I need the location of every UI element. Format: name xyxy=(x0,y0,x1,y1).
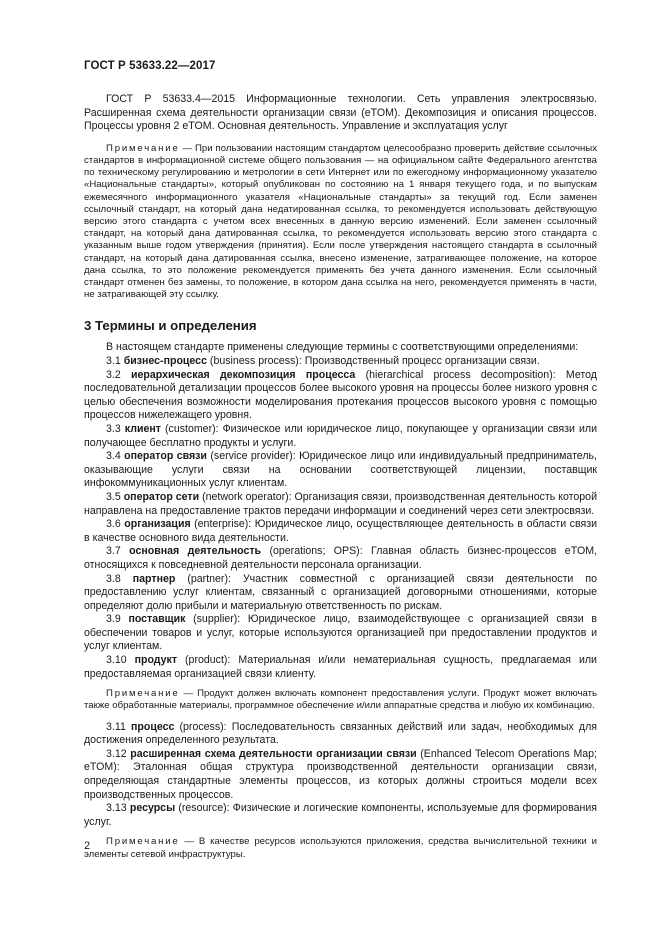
term-name: расширенная схема деятельности организации связи xyxy=(130,747,417,760)
term-name: продукт xyxy=(134,654,178,667)
term-text: (supplier): Юридическое лицо, взаимодействующее с организацией связи в обеспечении товаров и услуг, которые используются организацией при предоставлении продуктов и услуг клиентам. xyxy=(84,613,597,653)
term-number: 3.11 xyxy=(106,720,126,733)
term-number: 3.2 xyxy=(106,368,121,381)
term-number: 3.9 xyxy=(106,613,121,626)
note-label: Примечание xyxy=(106,142,180,154)
page-content xyxy=(84,93,597,861)
term-number: 3.6 xyxy=(106,518,121,531)
section-intro: В настоящем стандарте применены следующие термины с соответствующими определениями: xyxy=(106,341,579,354)
term-definition xyxy=(84,654,597,681)
term-text: (enterprise): Юридическое лицо, осуществляющее деятельность в области связи в качестве основного вида деятельности. xyxy=(84,518,598,544)
term-definition xyxy=(84,423,597,450)
note-label: Примечание xyxy=(106,836,180,848)
term-number: 3.4 xyxy=(106,450,121,463)
term-text: (customer): Физическое или юридическое лицо, покупающее у организации связи или получающее бесплатно продукты и услуги. xyxy=(84,422,597,449)
term-name: основная деятельность xyxy=(129,545,262,558)
term-definition xyxy=(84,450,597,491)
term-name: оператор сети xyxy=(123,490,200,503)
term-text: (process): Последовательность связанных действий или задач, необходимых для достижения определенного результата. xyxy=(84,720,597,747)
note-text: — Продукт должен включать компонент предоставления услуги. Продукт может включать также обработанные материалы, программное обеспечение и/или аппаратные средства и любую их комбинацию. xyxy=(84,688,597,712)
term-text: (service provider): Юридическое лицо или индивидуальный предприниматель, оказывающие услуги связи на основании соответствующей лицензии, поставщик инфокоммуникационных услуг клиентам. xyxy=(84,450,597,490)
term-definition xyxy=(84,613,597,654)
term-name: клиент xyxy=(124,422,161,435)
section-title: 3 Термины и определения xyxy=(84,318,257,334)
term-number: 3.1 xyxy=(106,355,121,368)
term-definition xyxy=(84,721,597,748)
note-text: — В качестве ресурсов используются приложения, средства вычислительной техники и элементы сетевой инфраструктуры. xyxy=(84,836,597,860)
term-name: партнер xyxy=(132,572,176,585)
term-definition xyxy=(84,355,597,369)
term-definition xyxy=(84,518,597,545)
term-text: (product): Материальная и/или нематериальная сущность, предлагаемая или предоставляемая организацией связи клиенту. xyxy=(84,654,597,680)
term-number: 3.10 xyxy=(106,654,127,667)
term-name: оператор связи xyxy=(124,450,207,463)
term-text: (business process): Производственный процесс организации связи. xyxy=(206,355,540,368)
term-text: (operations; OPS): Главная область бизнес-процессов eTOM, относящихся к повседневной деятельности персонала организации. xyxy=(84,545,597,571)
term-definition xyxy=(84,545,597,572)
term-definition xyxy=(84,802,597,829)
term-text: (resource): Физические и логические компоненты, используемые для формирования услуг. xyxy=(84,802,597,828)
term-definition xyxy=(84,748,597,802)
note-text: — При пользовании настоящим стандартом целесообразно проверить действие ссылочных стандартов в информационной системе общего пользования — на официальном сайте Федерального агентства по техническому регулированию и метрологии в сети Интернет или по ежегодному информационному указателю «Национальные стандарты», который опубликован по состоянию на 1 января текущего года, и по выпускам ежемесячного информационного указателя «Национальные стандарты» за текущий год. Если заменен ссылочный стандарт, на который дана недатированная ссылка, то рекомендуется использовать действующую версию этого стандарта с учетом всех внесенных в данную версию изменений. Если заменен ссылочный стандарт, на который дана датированная ссылка, то рекомендуется использовать версию этого стандарта с указанным выше годом утверждения (принятия). Если после утверждения настоящего стандарта в ссылочный стандарт, на который дана датированная ссылка, внесено изменение, затрагивающее положение, на которое дана ссылка, то это положение рекомендуется применять без учета данного изменения. Если ссылочный стандарт отменен без замены, то положение, в котором дана ссылка на него, рекомендуется применять в части, не затрагивающей эту ссылку. xyxy=(84,142,597,301)
term-name: поставщик xyxy=(128,613,186,626)
term-number: 3.5 xyxy=(106,490,121,503)
term-number: 3.3 xyxy=(106,422,121,435)
page-number: 2 xyxy=(84,840,91,852)
note-label: Примечание xyxy=(106,688,180,700)
term-name: ресурсы xyxy=(129,802,176,815)
note-resources xyxy=(84,836,597,860)
term-number: 3.7 xyxy=(106,545,121,558)
term-number: 3.12 xyxy=(106,747,127,760)
term-text: (hierarchical process decomposition): Метод последовательной детализации процессов более высокого уровня на процессы более низкого уровня с целью обеспечения возможности моделирования протекания процессов высокого уровня с помощью процессов нижележащего уровня. xyxy=(84,368,597,422)
term-definition xyxy=(84,491,597,518)
term-definition xyxy=(84,573,597,614)
normative-reference: ГОСТ Р 53633.4—2015 Информационные технологии. Сеть управления электросвязью. Расширенная схема деятельности организации связи (eTOM). Декомпозиция и описания процессов. Процессы уровня 2 eTOM. Основная деятельность. Управление и эксплуатация услуг xyxy=(84,93,597,133)
term-name: процесс xyxy=(130,720,175,733)
term-name: бизнес-процесс xyxy=(123,355,207,368)
running-header: ГОСТ Р 53633.22—2017 xyxy=(84,60,216,72)
term-definition xyxy=(84,369,597,423)
note-references xyxy=(84,143,597,302)
term-number: 3.8 xyxy=(106,572,121,585)
term-text: (Enhanced Telecom Operations Map; eTOM): Эталонная общая структура производственной деятельности организации связи, определяющая стандартные элементы процессов, из которых должны строиться модели всех производственных процессов. xyxy=(84,747,597,801)
term-name: организация xyxy=(124,518,191,531)
term-name: иерархическая декомпозиция процесса xyxy=(131,368,356,381)
note-product xyxy=(84,688,597,712)
term-text: (network operator): Организация связи, производственная деятельность которой направлена на предоставление трактов передачи информации и соединений через сети электросвязи. xyxy=(84,490,597,517)
term-text: (partner): Участник совместной с организацией связи деятельности по предоставлению услуг клиентам, связанный с организацией договорными отношениями, которые определяют долю прибыли и материальную ответственность по рискам. xyxy=(84,572,597,612)
term-number: 3.13 xyxy=(106,802,127,815)
